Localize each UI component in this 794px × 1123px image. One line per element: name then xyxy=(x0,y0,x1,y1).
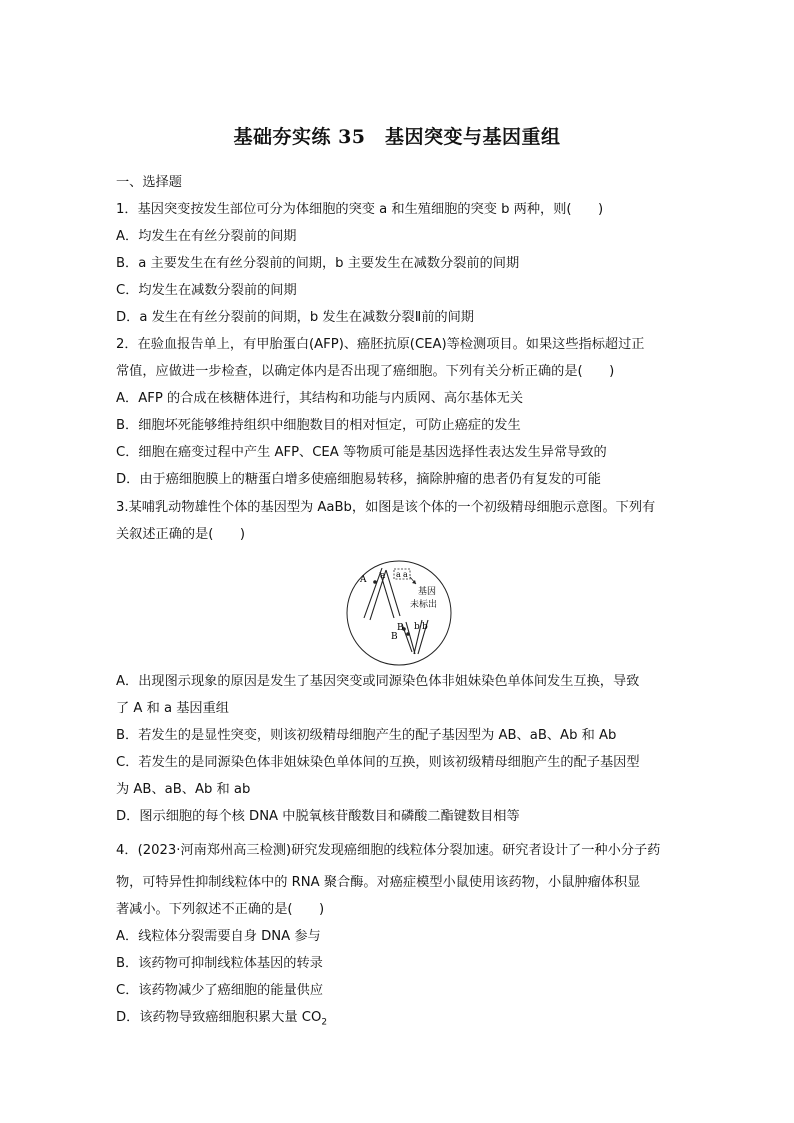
q4-stem-line3: 著减小。下列叙述不正确的是( ) xyxy=(116,902,325,917)
q2-option-d: D．由于癌细胞膜上的糖蛋白增多使癌细胞易转移，摘除肿瘤的患者仍有复发的可能 xyxy=(116,472,601,487)
annotation-text-line1: 基因 xyxy=(418,587,437,597)
gene-locus-dot xyxy=(406,632,410,636)
q1-option-d: D．a 发生在有丝分裂前的间期，b 发生在减数分裂Ⅱ前的间期 xyxy=(116,310,474,325)
section-heading: 一、选择题 xyxy=(116,175,182,190)
q3-stem-line2: 关叙述正确的是( ) xyxy=(116,527,245,542)
q4-option-d xyxy=(116,1009,686,1032)
q1-stem: 1．基因突变按发生部位可分为体细胞的突变 a 和生殖细胞的突变 b 两种，则( ) xyxy=(116,202,604,217)
q2-stem-line1: 2．在验血报告单上，有甲胎蛋白(AFP)、癌胚抗原(CEA)等检测项目。如果这些指标超过正 xyxy=(116,337,645,352)
gene-label-b: b xyxy=(414,622,420,632)
gene-label-B: B xyxy=(391,632,398,642)
q3-option-b: B．若发生的是显性突变，则该初级精母细胞产生的配子基因型为 AB、aB、Ab 和 Ab xyxy=(116,728,617,743)
q4-option-d-text: D．该药物导致癌细胞积累大量 CO xyxy=(116,1010,322,1025)
gene-label-b: b xyxy=(422,622,428,632)
gene-label-a: a xyxy=(396,570,401,579)
cell-diagram xyxy=(342,560,460,668)
q2-option-c: C．细胞在癌变过程中产生 AFP、CEA 等物质可能是基因选择性表达发生异常导致的 xyxy=(116,445,607,460)
q3-stem-line1: 3.某哺乳动物雄性个体的基因型为 AaBb，如图是该个体的一个初级精母细胞示意图。下列有 xyxy=(116,500,656,515)
q4-option-b: B．该药物可抑制线粒体基因的转录 xyxy=(116,956,323,971)
q4-option-c: C．该药物减少了癌细胞的能量供应 xyxy=(116,983,324,998)
gene-label-A: A xyxy=(360,575,367,585)
q1-option-a: A．均发生在有丝分裂前的间期 xyxy=(116,229,297,244)
q1-option-c: C．均发生在减数分裂前的间期 xyxy=(116,283,297,298)
q1-option-b: B．a 主要发生在有丝分裂前的间期，b 主要发生在减数分裂前的间期 xyxy=(116,256,520,271)
gene-label-a: a xyxy=(403,570,408,579)
q4-option-a: A．线粒体分裂需要自身 DNA 参与 xyxy=(116,929,321,944)
q3-option-a-line1: A．出现图示现象的原因是发生了基因突变或同源染色体非姐妹染色单体间发生互换，导致 xyxy=(116,674,640,689)
gene-locus-dot xyxy=(373,580,377,584)
q3-option-c-line2: 为 AB、aB、Ab 和 ab xyxy=(116,782,251,797)
q3-option-c-line1: C．若发生的是同源染色体非姐妹染色单体间的互换，则该初级精母细胞产生的配子基因型 xyxy=(116,755,640,770)
q2-option-a: A．AFP 的合成在核糖体进行，其结构和功能与内质网、高尔基体无关 xyxy=(116,391,524,406)
page-title: 基础夯实练 35 基因突变与基因重组 xyxy=(233,126,561,148)
q3-option-d: D．图示细胞的每个核 DNA 中脱氧核苷酸数目和磷酸二酯键数目相等 xyxy=(116,809,520,824)
q3-option-a-line2: 了 A 和 a 基因重组 xyxy=(116,701,229,716)
q2-option-b: B．细胞坏死能够维持组织中细胞数目的相对恒定，可防止癌症的发生 xyxy=(116,418,521,433)
q4-option-d-subscript: 2 xyxy=(321,1017,328,1028)
q2-stem-line2: 常值，应做进一步检查，以确定体内是否出现了癌细胞。下列有关分析正确的是( ) xyxy=(116,364,615,379)
q4-stem-line2: 物，可特异性抑制线粒体中的 RNA 聚合酶。对癌症模型小鼠使用该药物，小鼠肿瘤体积显 xyxy=(116,875,641,890)
cell-diagram-svg xyxy=(342,560,460,668)
gene-label-B: B xyxy=(397,623,404,633)
annotation-text-line2: 未标出 xyxy=(410,600,438,610)
q4-stem-line1: 4．(2023·河南郑州高三检测)研究发现癌细胞的线粒体分裂加速。研究者设计了一种小分子药 xyxy=(116,843,661,858)
gene-label-a: a xyxy=(380,571,386,581)
